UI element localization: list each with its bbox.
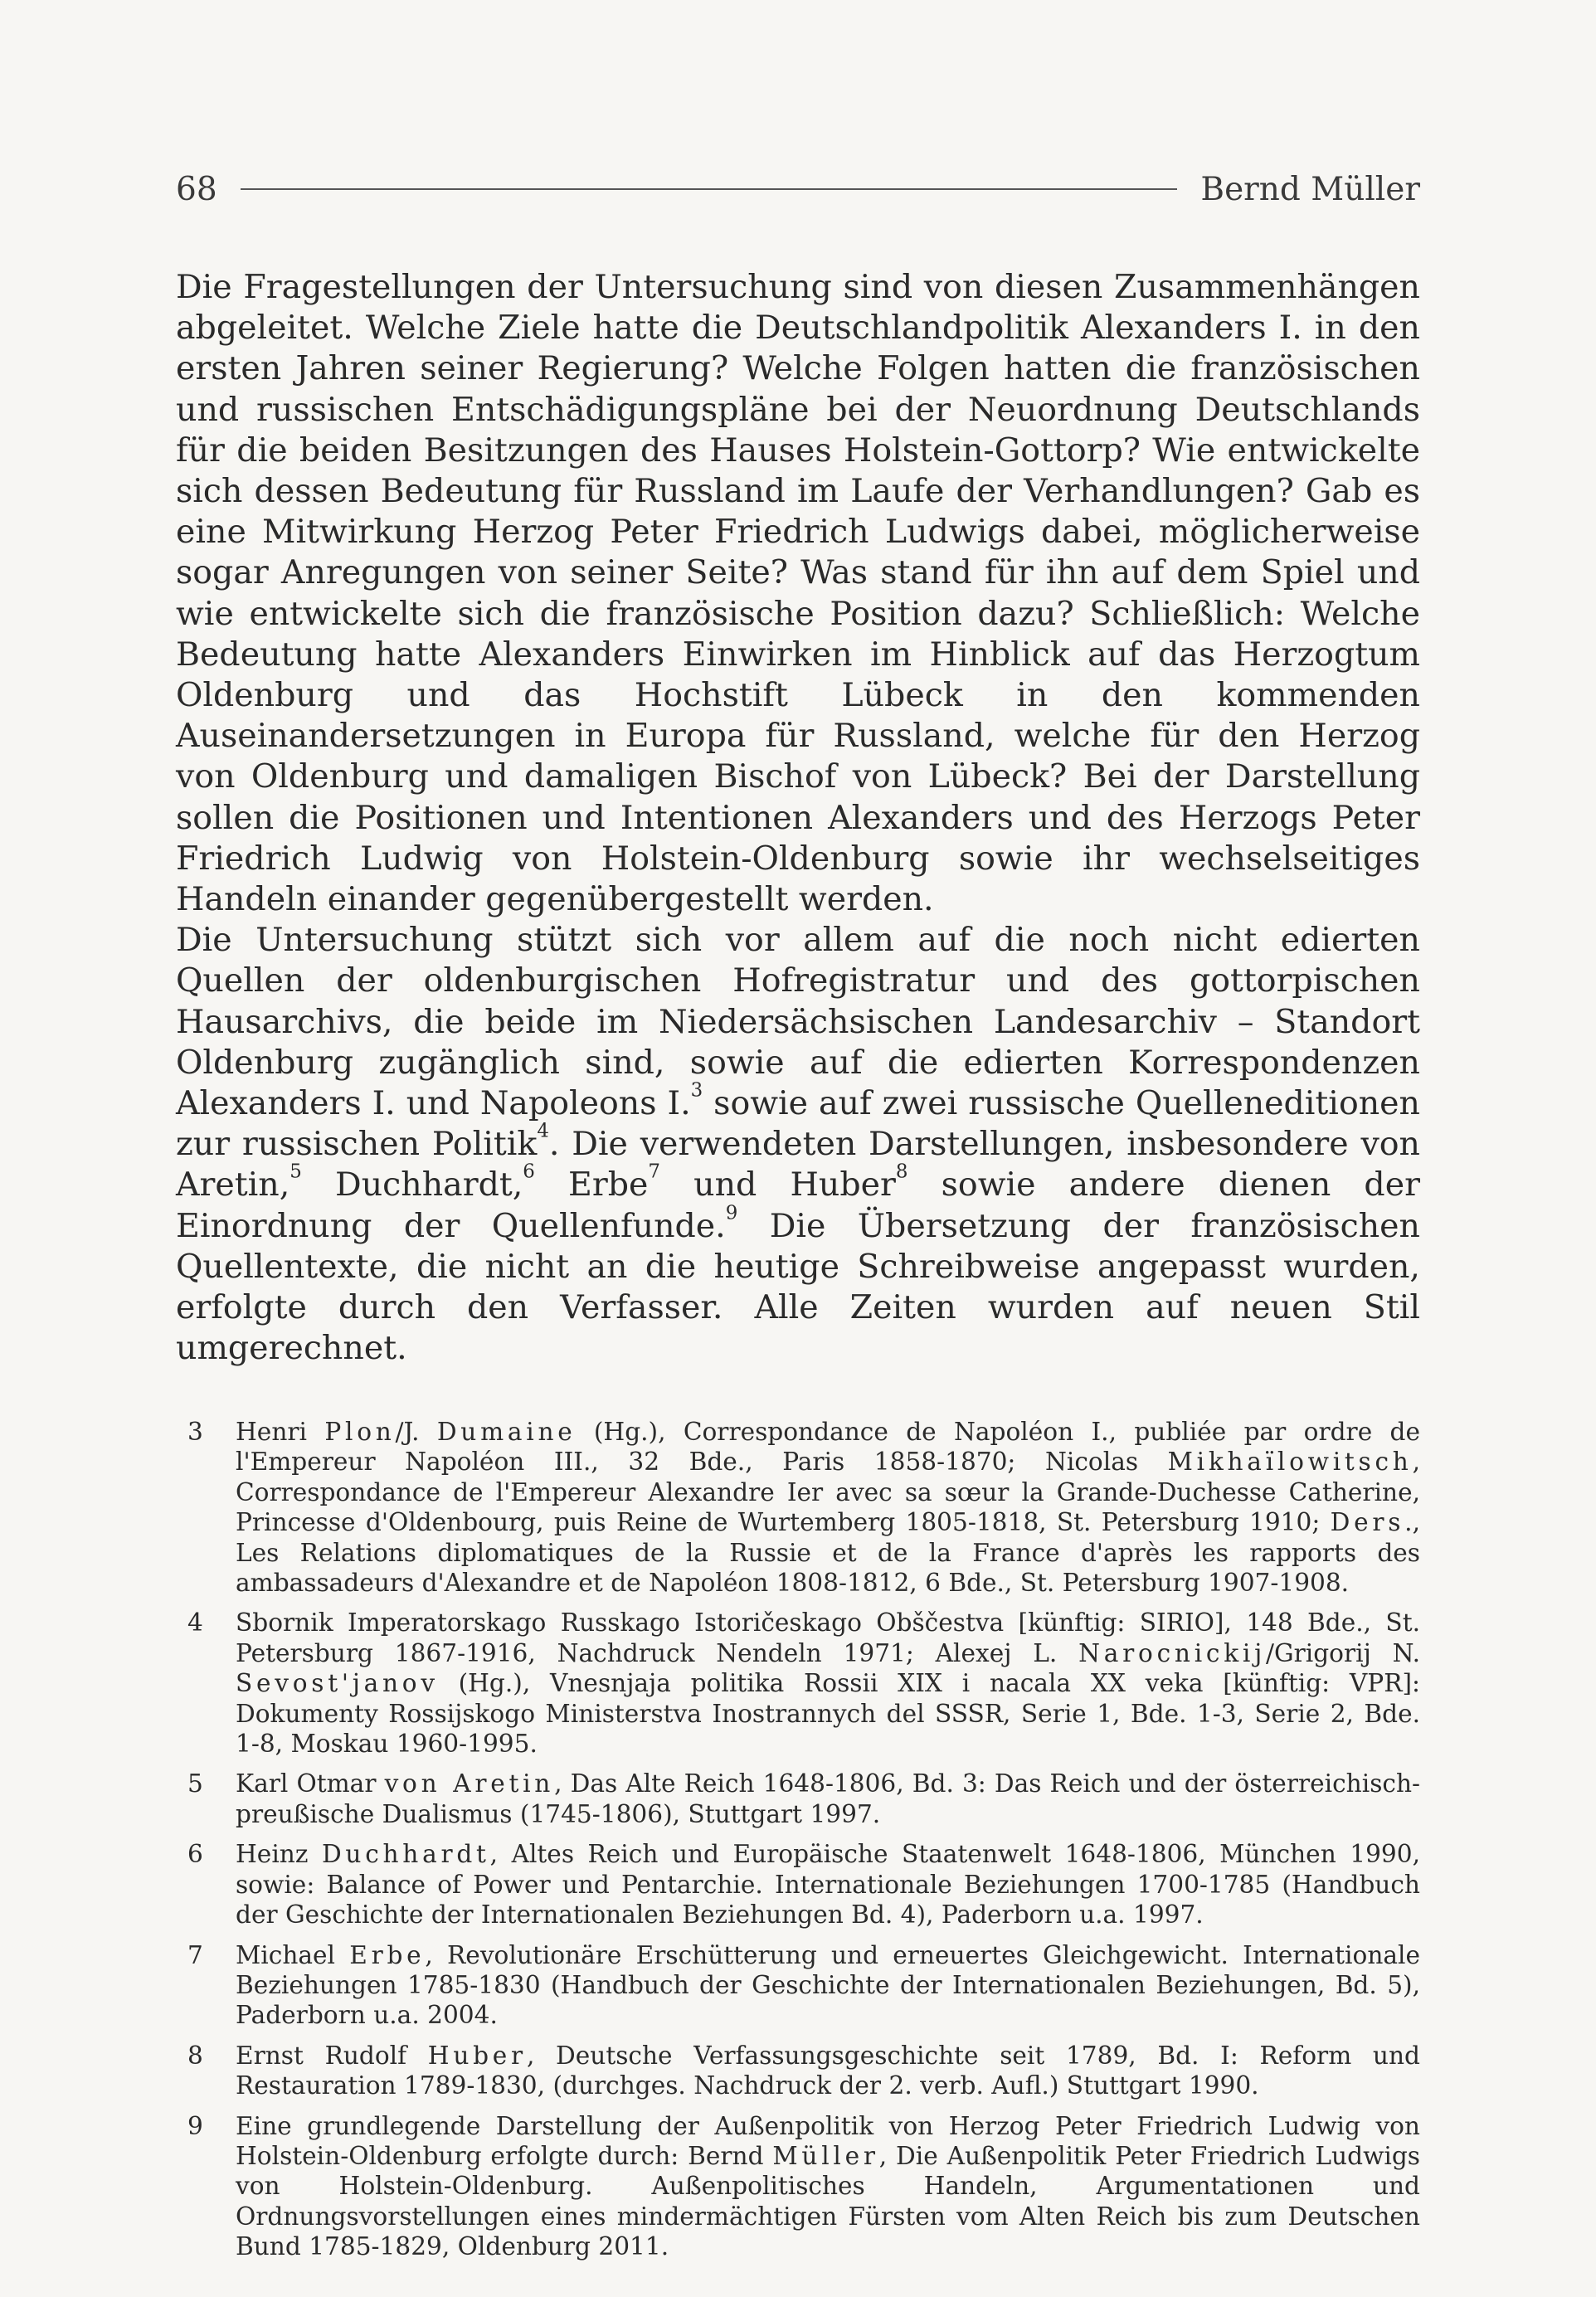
footnote-text <box>236 2111 1420 2262</box>
footnote-9 <box>176 2111 1420 2262</box>
author-name: Narocnickij <box>1078 1638 1266 1667</box>
footnote-5 <box>176 1769 1420 1829</box>
footnote-text <box>236 2041 1420 2101</box>
text-segment: , Deutsche Verfassungsgeschichte seit 1789, Bd. I: Reform und Restauration 1789-1830, (durchges. Nachdruck der 2. verb. Aufl.) Stuttgart 1990. <box>236 2041 1420 2100</box>
footnote-8 <box>176 2041 1420 2101</box>
text-segment: , Altes Reich und Europäische Staatenwelt 1648-1806, München 1990, sowie: Balance of Power und Pentarchie. Internationale Beziehungen 1700-1785 (Handbuch der Geschichte der Internationalen Beziehungen Bd. 4), Paderborn u.a. 1997. <box>236 1840 1420 1930</box>
author-name: Erbe <box>349 1940 426 1969</box>
footnote-6 <box>176 1839 1420 1930</box>
footnote-7 <box>176 1940 1420 2031</box>
author-name: von Aretin <box>384 1769 555 1798</box>
author-name: Duchhardt <box>321 1840 490 1869</box>
paragraph-research-questions: Die Fragestellungen der Untersuchung sind von diesen Zusammenhängen abgeleitet. Welche Ziele hatte die Deutschlandpolitik Alexanders I. in den ersten Jahren seiner Regierung? Welche Folgen hatten die französischen und russischen Entschädigungspläne bei der Neuordnung Deutschlands für die beiden Besitzungen des Hauses Holstein-Gottorp? Wie entwickelte sich dessen Bedeutung für Russland im Laufe der Verhandlungen? Gab es eine Mitwirkung Herzog Peter Friedrich Ludwigs dabei, möglicherweise sogar Anregungen von seiner Seite? Was stand für ihn auf dem Spiel und wie entwickelte sich die französische Position dazu? Schließlich: Welche Bedeutung hatte Alexanders Einwirken im Hinblick auf das Herzogtum Oldenburg und das Hochstift Lübeck in den kommenden Auseinandersetzungen in Europa für Russland, welche für den Herzog von Oldenburg und damaligen Bischof von Lübeck? Bei der Darstellung sollen die Positionen und Intentionen Alexanders und des Herzogs Peter Friedrich Ludwig von Holstein-Oldenburg sowie ihr wechselseitiges Handeln einander gegenübergestellt werden. <box>176 268 1420 919</box>
text-segment: Duchhardt, <box>301 1166 523 1204</box>
text-segment: ., Les Relations diplomatiques de la Russie et de la France d'après les rapports des ambassadeurs d'Alexandre et de Napoléon 1808-1812, 6 Bde., St. Petersburg 1907-1908. <box>236 1508 1420 1598</box>
paragraph-sources <box>176 920 1420 1369</box>
main-text <box>176 267 1420 1369</box>
text-segment: Heinz <box>236 1840 322 1869</box>
footnote-4 <box>176 1608 1420 1759</box>
author-name: Sevost'janov <box>236 1669 439 1698</box>
text-segment: Sbornik Imperatorskago Russkago Istoričeskago Obščestva [künftig: SIRIO], 148 Bde., St. Petersburg 1867-1916, Nachdruck Nendeln 1971; Alexej L. <box>236 1608 1420 1667</box>
text-segment: Henri <box>236 1418 325 1446</box>
footnote-number: 4 <box>187 1608 203 1638</box>
text-segment: , Correspondance de l'Empereur Alexandre Ier avec sa sœur la Grande-Duchesse Catherine, Princesse d'Oldenbourg, puis Reine de Wurtemberg 1805-1818, St. Petersburg 1910; <box>236 1448 1420 1537</box>
running-head <box>176 164 1420 214</box>
footnote-text <box>236 1940 1420 2031</box>
footnote-number: 7 <box>187 1940 203 1969</box>
footnote-ref-7: 7 <box>648 1161 660 1183</box>
footnote-3 <box>176 1417 1420 1598</box>
text-segment: Michael <box>236 1940 350 1969</box>
author-name: Dumaine <box>436 1418 577 1446</box>
text-segment: . Die verwendeten Darstellungen, insbesondere von Aretin, <box>176 1125 1420 1204</box>
page-number: 68 <box>176 170 217 208</box>
header-rule <box>241 188 1178 190</box>
text-segment: Eine grundlegende Darstellung der Außenpolitik von Herzog Peter Friedrich Ludwig von Holstein-Oldenburg erfolgte durch: Bernd <box>236 2111 1420 2170</box>
footnote-text <box>236 1769 1420 1829</box>
footnote-ref-3: 3 <box>690 1079 703 1102</box>
text-segment: (Hg.), Correspondance de Napoléon I., publiée par ordre de l'Empereur Napoléon III., 32 Bde., Paris 1858-1870; Nicolas <box>236 1418 1420 1477</box>
footnote-number: 8 <box>187 2041 203 2070</box>
text-segment: sowie andere dienen der Einordnung der Quellenfunde. <box>176 1166 1420 1245</box>
footnotes <box>176 1417 1420 2272</box>
author-name: Mikhaïlowitsch <box>1167 1448 1413 1477</box>
text-segment: , Revolutionäre Erschütterung und erneuertes Gleichgewicht. Internationale Beziehungen 1785-1830 (Handbuch der Geschichte der Internationalen Beziehungen, Bd. 5), Paderborn u.a. 2004. <box>236 1940 1420 2030</box>
footnote-number: 9 <box>187 2111 203 2140</box>
footnote-ref-6: 6 <box>523 1161 535 1183</box>
text-segment: Die Übersetzung der französischen Quellentexte, die nicht an die heutige Schreibweise angepasst wurden, erfolgte durch den Verfasser. Alle Zeiten wurden auf neuen Stil umgerechnet. <box>176 1206 1420 1368</box>
footnote-ref-8: 8 <box>895 1161 908 1183</box>
text-segment: /J. <box>395 1418 437 1446</box>
footnote-number: 3 <box>187 1418 203 1446</box>
author-name: Huber <box>427 2041 527 2070</box>
footnote-text <box>236 1608 1420 1759</box>
footnote-ref-5: 5 <box>290 1161 302 1183</box>
text-segment: , Das Alte Reich 1648-1806, Bd. 3: Das Reich und der österreichisch-preußische Dualismus (1745-1806), Stuttgart 1997. <box>236 1769 1421 1828</box>
footnote-ref-4: 4 <box>537 1120 549 1142</box>
text-segment: und Huber <box>660 1166 896 1204</box>
text-segment: Ernst Rudolf <box>236 2041 428 2070</box>
text-segment: /Grigorij N. <box>1265 1638 1420 1667</box>
footnote-number: 5 <box>187 1769 203 1798</box>
footnote-ref-9: 9 <box>725 1201 738 1224</box>
author-name: Ders <box>1330 1508 1405 1537</box>
text-segment: Karl Otmar <box>236 1769 385 1798</box>
text-segment: , Die Außenpolitik Peter Friedrich Ludwigs von Holstein-Oldenburg. Außenpolitisches Handeln, Argumentationen und Ordnungsvorstellungen eines mindermächtigen Fürsten vom Alten Reich bis zum Deutschen Bund 1785-1829, Oldenburg 2011. <box>236 2141 1420 2261</box>
author-name: Müller <box>772 2141 879 2170</box>
footnote-text <box>236 1417 1420 1598</box>
text-segment: (Hg.), Vnesnjaja politika Rossii XIX i nacala XX veka [künftig: VPR]: Dokumenty Rossijskogo Ministerstva Inostrannych del SSSR, Serie 1, Bde. 1-3, Serie 2, Bde. 1-8, Moskau 1960-1995. <box>236 1669 1420 1759</box>
author-name: Plon <box>324 1418 396 1446</box>
footnote-number: 6 <box>187 1840 203 1869</box>
text-segment: Die Untersuchung stützt sich vor allem auf die noch nicht edierten Quellen der oldenburgischen Hofregistratur und des gottorpischen Hausarchivs, die beide im Niedersächsischen Landesarchiv – Standort Oldenburg zugänglich sind, sowie auf die edierten Korrespondenzen Alexanders I. und Napoleons I. <box>176 921 1420 1123</box>
text-segment: Erbe <box>534 1166 649 1204</box>
text-segment: sowie auf zwei russische Quelleneditionen zur russischen Politik <box>176 1084 1420 1164</box>
running-head-author: Bernd Müller <box>1200 170 1420 208</box>
footnote-text <box>236 1839 1420 1930</box>
